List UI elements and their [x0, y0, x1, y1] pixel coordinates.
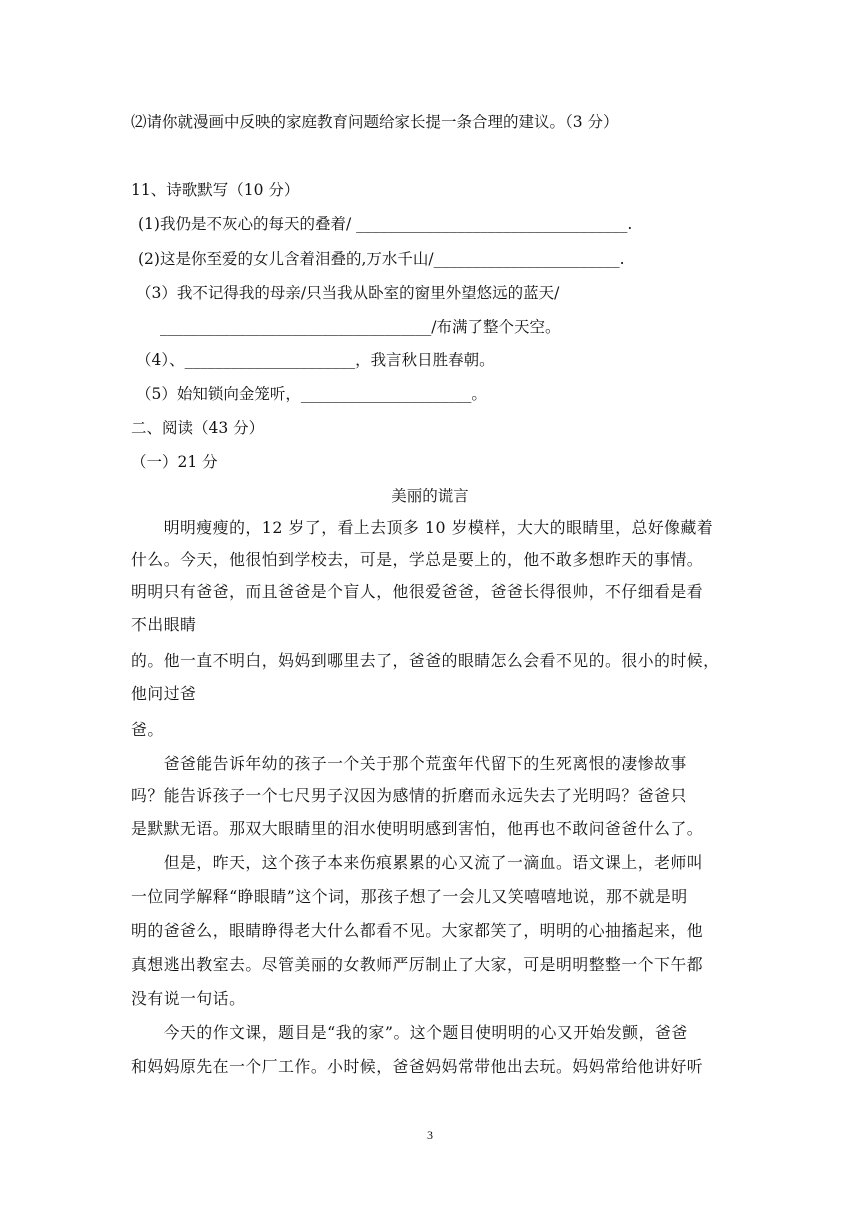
article-line: 吗？能告诉孩子一个七尺男子汉因为感情的折磨而永远失去了光明吗？爸爸只 — [131, 786, 687, 805]
article-line: 今天的作文课，题目是“我的家”。这个题目使明明的心又开始发颤，爸爸 — [131, 1023, 688, 1042]
poem-line-1: (1)我仍是不灰心的每天的叠着/ ___________________________________. — [138, 215, 633, 233]
article-title: 美丽的谎言 — [391, 487, 469, 505]
poem-line-5: （5）始知锁向金笼听，______________________。 — [136, 385, 487, 403]
article-line: 明明只有爸爸，而且爸爸是个盲人，他很爱爸爸，爸爸长得很帅，不仔细看是看 — [131, 582, 704, 601]
question-11-heading: 11、诗歌默写（10 分） — [131, 181, 300, 199]
part-1-heading: （一）21 分 — [131, 453, 218, 471]
article-line: 不出眼睛 — [131, 615, 197, 634]
article-line: 和妈妈原先在一个厂工作。小时候，爸爸妈妈常带他出去玩。妈妈常给他讲好听 — [131, 1057, 704, 1076]
page-number: 3 — [427, 1128, 433, 1142]
article-line: 真想逃出教室去。尽管美丽的女教师严厉制止了大家，可是明明整整一个下午都 — [131, 955, 704, 974]
article-line: 一位同学解释“睁眼睛”这个词，那孩子想了一会儿又笑嘻嘻地说，那不就是明 — [131, 887, 688, 906]
article-line: 爸。 — [131, 720, 164, 739]
article-line: 明明瘦瘦的，12 岁了，看上去顶多 10 岁模样，大大的眼睛里，总好像藏着 — [131, 518, 714, 537]
poem-line-2: (2)这是你至爱的女儿含着泪叠的,万水千山/________________________. — [138, 250, 625, 268]
article-line: 爸爸能告诉年幼的孩子一个关于那个荒蛮年代留下的生死离恨的凄惨故事 — [131, 754, 687, 773]
section-2-heading: 二、阅读（43 分） — [131, 419, 265, 437]
article-line: 明的爸爸么，眼睛睁得老大什么都看不见。大家都笑了，明明的心抽搐起来，他 — [131, 921, 704, 940]
article-line: 没有说一句话。 — [131, 989, 246, 1008]
article-line: 的。他一直不明白，妈妈到哪里去了，爸爸的眼睛怎么会看不见的。很小的时候， — [131, 651, 720, 670]
poem-line-3a: （3）我不记得我的母亲/只当我从卧室的窗里外望悠远的蓝天/ — [136, 284, 560, 302]
article-line: 什么。今天，他很怕到学校去，可是，学总是要上的，他不敢多想昨天的事情。 — [131, 550, 704, 569]
poem-line-4: （4）、______________________，我言秋日胜春朝。 — [136, 351, 495, 369]
question-10-2: ⑵请你就漫画中反映的家庭教育问题给家长提一条合理的建议。（3 分） — [131, 113, 619, 131]
article-line: 他问过爸 — [131, 684, 197, 703]
article-line: 但是，昨天，这个孩子本来伤痕累累的心又流了一滴血。语文课上，老师叫 — [131, 853, 704, 872]
article-line: 是默默无语。那双大眼睛里的泪水使明明感到害怕，他再也不敢问爸爸什么了。 — [131, 819, 704, 838]
poem-line-3b: ___________________________________/布满了整个天空。 — [160, 318, 561, 336]
